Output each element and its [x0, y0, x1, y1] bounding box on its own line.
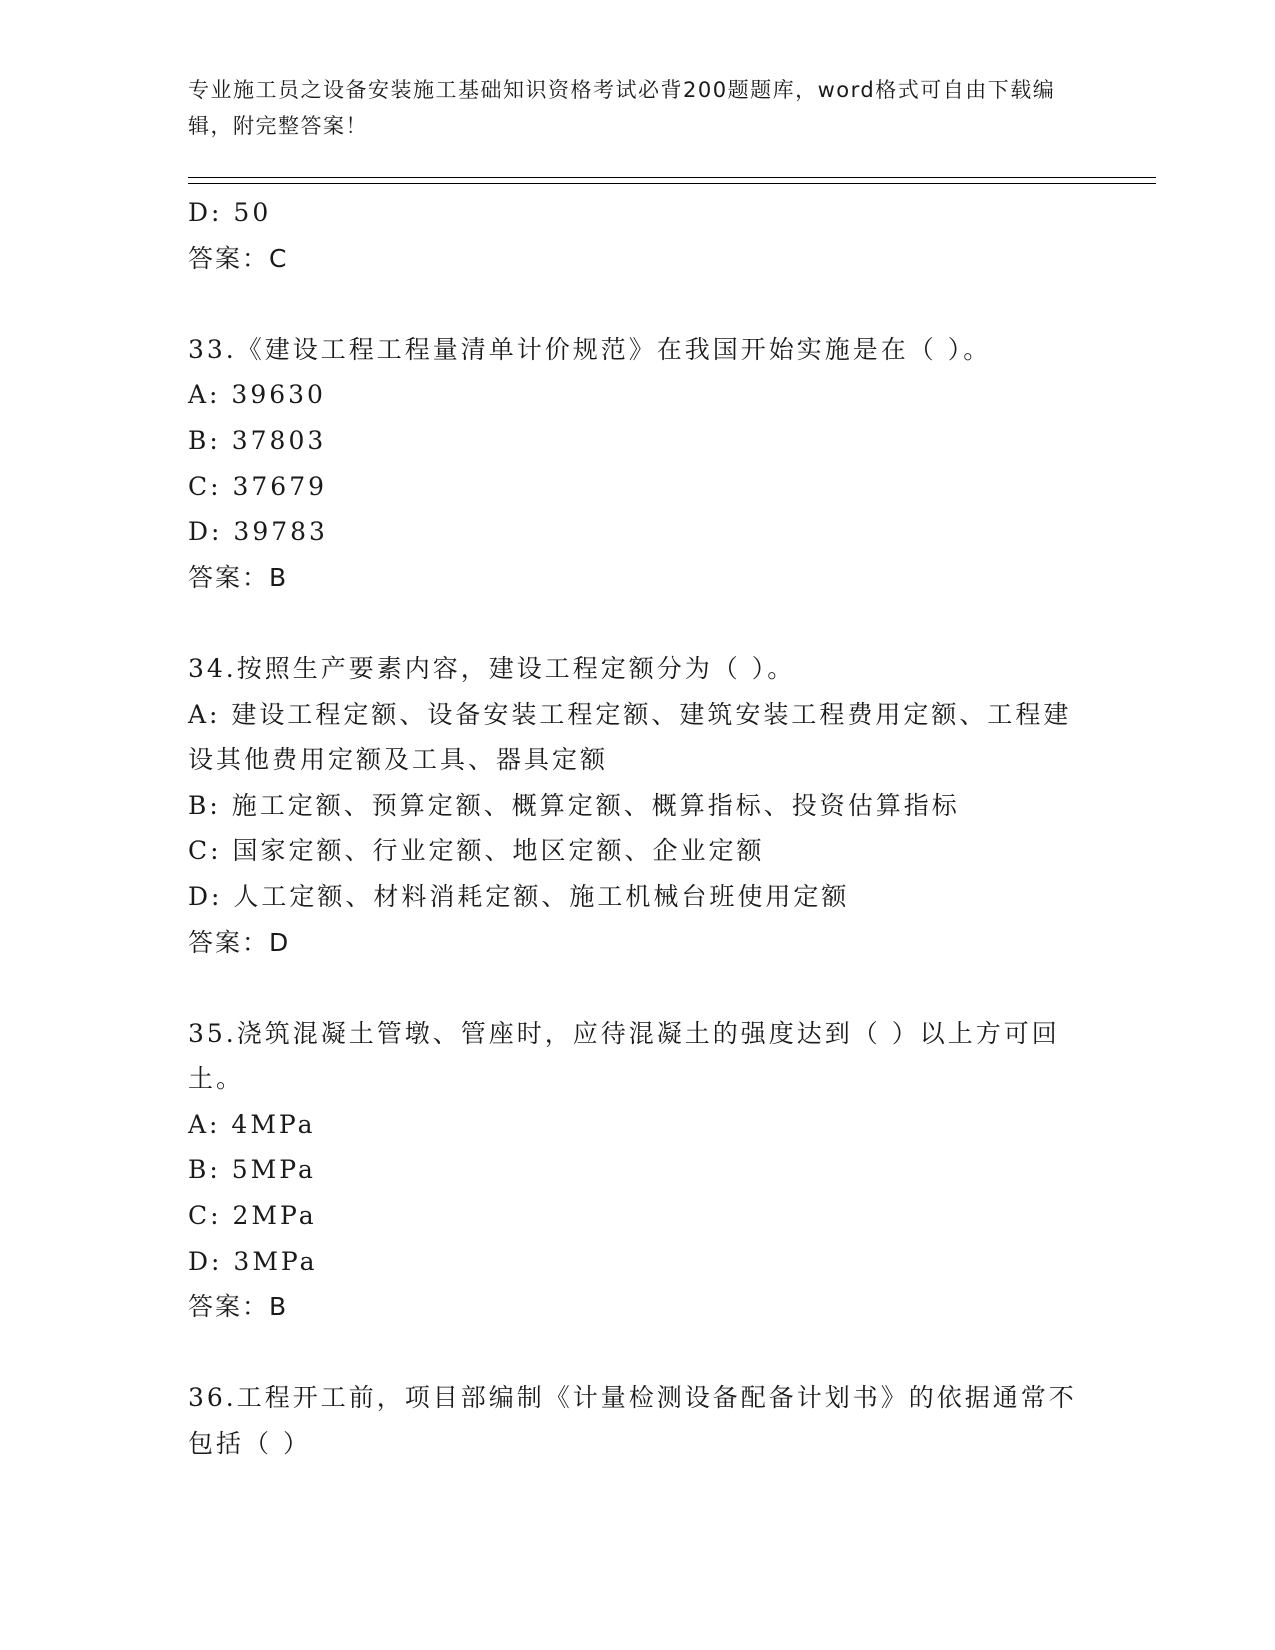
question-block-36 — [188, 1375, 1088, 1466]
question-text: 35.浇筑混凝土管墩、管座时，应待混凝土的强度达到（ ）以上方可回土。 — [188, 1018, 1060, 1094]
option-d: D: 39783 — [188, 517, 328, 547]
question-text: 36.工程开工前，项目部编制《计量检测设备配备计划书》的依据通常不包括（ ） — [188, 1383, 1077, 1459]
question-text: 33.《建设工程工程量清单计价规范》在我国开始实施是在（ ）。 — [188, 334, 992, 364]
option-d: D: 50 — [188, 198, 272, 227]
answer: 答案：B — [188, 1292, 289, 1322]
header-rule-bottom — [188, 183, 1156, 184]
option-d: D: 人工定额、材料消耗定额、施工机械台班使用定额 — [188, 881, 850, 911]
spacer — [188, 1330, 1088, 1376]
option-a: A: 4MPa — [188, 1109, 316, 1139]
option-a: A: 建设工程定额、设备安装工程定额、建筑安装工程费用定额、工程建设其他费用定额及工具、器具定额 — [188, 699, 1072, 775]
spacer — [188, 281, 1088, 327]
spacer — [188, 965, 1088, 1011]
option-b: B: 37803 — [188, 425, 327, 455]
answer: 答案：D — [188, 927, 291, 957]
answer: 答案：B — [188, 562, 289, 592]
question-block-previous — [188, 190, 1088, 281]
spacer — [188, 600, 1088, 646]
answer: 答案：C — [188, 243, 289, 273]
document-title: 专业施工员之设备安装施工基础知识资格考试必背200题题库，word格式可自由下载编辑，附完整答案！ — [188, 78, 1056, 138]
option-b: B: 施工定额、预算定额、概算定额、概算指标、投资估算指标 — [188, 790, 960, 820]
option-c: C: 国家定额、行业定额、地区定额、企业定额 — [188, 836, 765, 866]
option-a: A: 39630 — [188, 380, 326, 410]
question-text: 34.按照生产要素内容，建设工程定额分为（ ）。 — [188, 653, 796, 683]
option-b: B: 5MPa — [188, 1155, 316, 1185]
header-rule-top — [188, 177, 1156, 178]
option-c: C: 2MPa — [188, 1201, 317, 1231]
question-block-34 — [188, 646, 1088, 965]
option-d: D: 3MPa — [188, 1246, 318, 1276]
question-block-35 — [188, 1011, 1088, 1330]
question-list — [188, 190, 1088, 1467]
question-block-33 — [188, 327, 1088, 601]
document-header — [188, 72, 1088, 144]
option-c: C: 37679 — [188, 471, 328, 501]
